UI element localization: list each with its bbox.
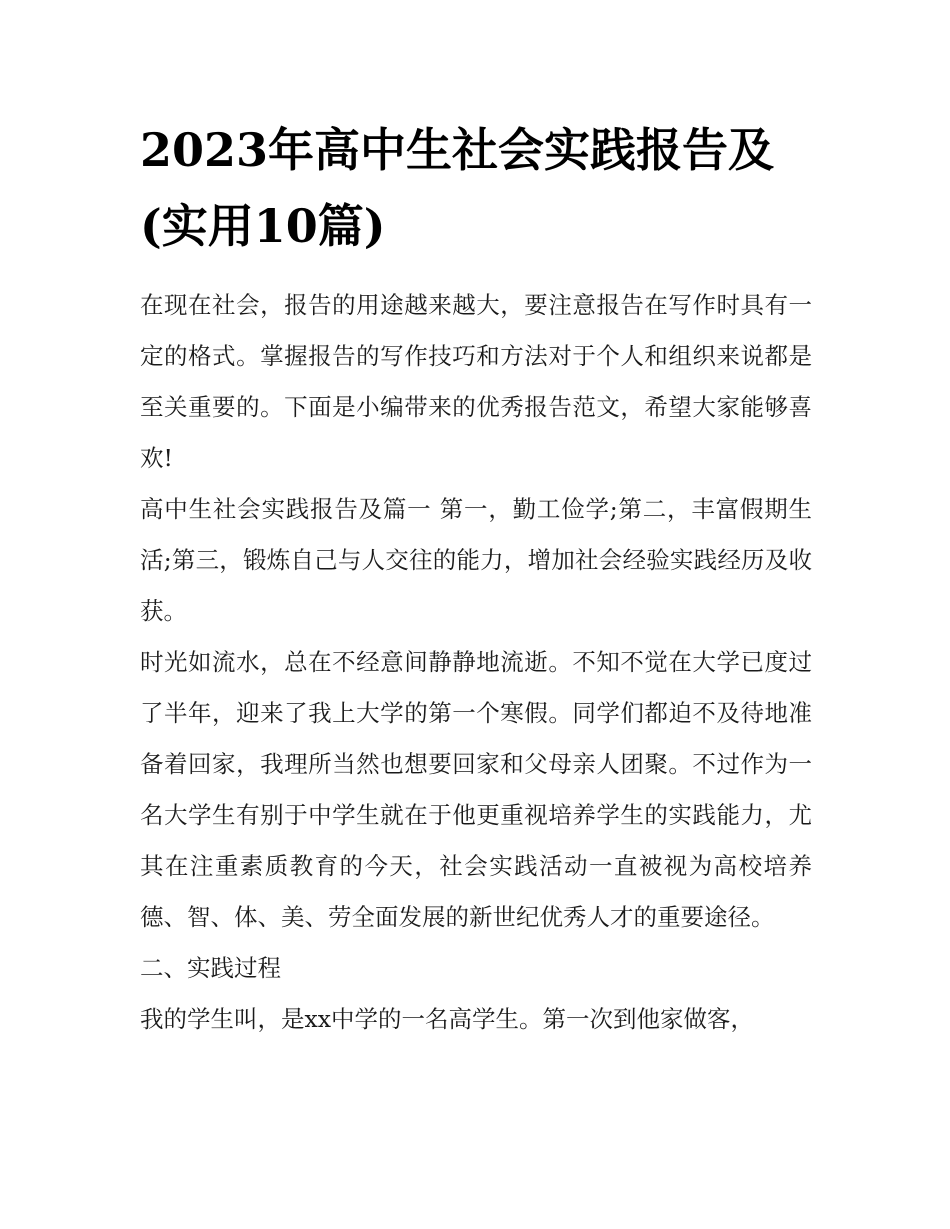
document-body bbox=[140, 280, 812, 1045]
section-heading: 二、实践过程 bbox=[140, 954, 281, 982]
narrative-paragraph: 时光如流水，总在不经意间静静地流逝。不知不觉在大学已度过了半年，迎来了我上大学的第一个寒假。同学们都迫不及待地准备着回家，我理所当然也想要回家和父母亲人团聚。不过作为一名大学生有别于中学生就在于他更重视培养学生的实践能力，尤其在注重素质教育的今天，社会实践活动一直被视为高校培养德、智、体、美、劳全面发展的新世纪优秀人才的重要途径。 bbox=[140, 648, 812, 931]
section-one-paragraph: 高中生社会实践报告及篇一 第一，勤工俭学;第二，丰富假期生活;第三，锻炼自己与人交往的能力，增加社会经验实践经历及收获。 bbox=[140, 495, 812, 625]
practice-paragraph: 我的学生叫，是xx中学的一名高学生。第一次到他家做客， bbox=[140, 1005, 755, 1033]
intro-paragraph: 在现在社会，报告的用途越来越大，要注意报告在写作时具有一定的格式。掌握报告的写作技巧和方法对于个人和组织来说都是至关重要的。下面是小编带来的优秀报告范文，希望大家能够喜欢! bbox=[140, 291, 812, 472]
document-title: 2023年高中生社会实践报告及(实用10篇) bbox=[140, 123, 775, 253]
